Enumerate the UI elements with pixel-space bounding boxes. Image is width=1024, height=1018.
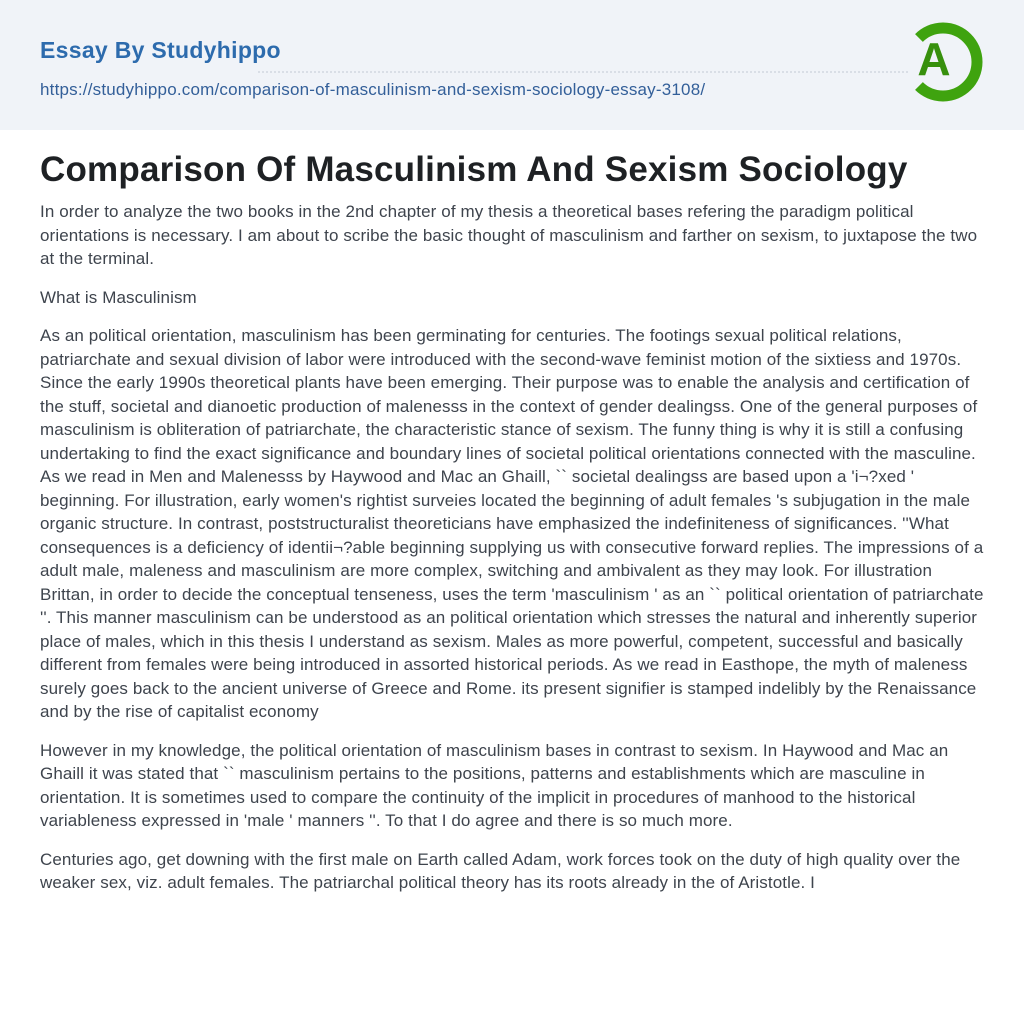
paragraph-contrast-to-sexism: However in my knowledge, the political orientation of masculinism bases in contrast to sexism. In Haywood and Mac an Ghaill it was stated that `` masculinism pertains to the positions, patterns and establishments which are masculine in orientation. It is sometimes used to compare the continuity of the implicit in procedures of manhood to the historical variableness expressed in 'male ' manners ''. To that I do agree and there is so much more.	[40, 740, 949, 830]
page-header	[0, 0, 1024, 130]
section-heading-what-is-masculinism: What is Masculinism	[40, 287, 197, 307]
paragraph-masculinism-overview: As an political orientation, masculinism has been germinating for centuries. The footings sexual political relations, patriarchate and sexual division of labor were introduced with the second-wave feminist motion of the sixtiess and 1970s. Since the early 1990s theoretical plants have been emerging. Their purpose was to enable the analysis and certification of the stuff, societal and dianoetic production of malenesss in the context of gender dealingss. One of the general purposes of masculinism is obliteration of patriarchate, the characteristic stance of sexism. The funny thing is why it is still a confusing undertaking to find the exact significance and boundary lines of societal political orientations connected with the masculine. As we read in Men and Malenesss by Haywood and Mac an Ghaill, `` societal dealingss are based upon a 'i¬?xed ' beginning. For illustration, early women's rightist surveies located the beginning of adult females 's subjugation in the male organic structure. In contrast, poststructuralist theoreticians have emphasized the indefiniteness of significances. ''What consequences is a deficiency of identii¬?able beginning supplying us with consecutive forward replies. The impressions of a adult male, maleness and masculinism are more complex, switching and ambivalent as they may look. For illustration Brittan, in order to decide the conceptual tenseness, uses the term 'masculinism ' as an `` political orientation of patriarchate ''. This manner masculinism can be understood as an political orientation which stresses the natural and inherently superior place of males, which in this thesis I understand as sexism. Males as more powerful, competent, successful and basically different from females were being introduced in assorted historical periods. As we read in Easthope, the myth of maleness surely goes back to the ancient universe of Greece and Rome. its present signifier is stamped indelibly by the Renaissance and by the rise of capitalist economy	[40, 326, 984, 721]
essay-content	[0, 151, 1024, 895]
dotted-divider	[258, 71, 908, 73]
logo-letter: A	[917, 33, 951, 85]
site-title: Essay By Studyhippo	[40, 37, 281, 63]
logo-arc-icon	[901, 20, 985, 104]
paragraph-intro: In order to analyze the two books in the 2nd chapter of my thesis a theoretical bases refering the paradigm political orientations is necessary. I am about to scribe the basic thought of masculinism and farther on sexism, to juxtapose the two at the terminal.	[40, 202, 978, 268]
source-url-link[interactable]: https://studyhippo.com/comparison-of-masculinism-and-sexism-sociology-essay-3108/	[40, 80, 706, 100]
studyhippo-logo	[901, 20, 985, 104]
paragraph-centuries-ago: Centuries ago, get downing with the first male on Earth called Adam, work forces took on the duty of high quality over the weaker sex, viz. adult females. The patriarchal political theory has its roots already in the of Aristotle. I	[40, 849, 961, 892]
article-title: Comparison Of Masculinism And Sexism Sociology	[40, 150, 908, 189]
